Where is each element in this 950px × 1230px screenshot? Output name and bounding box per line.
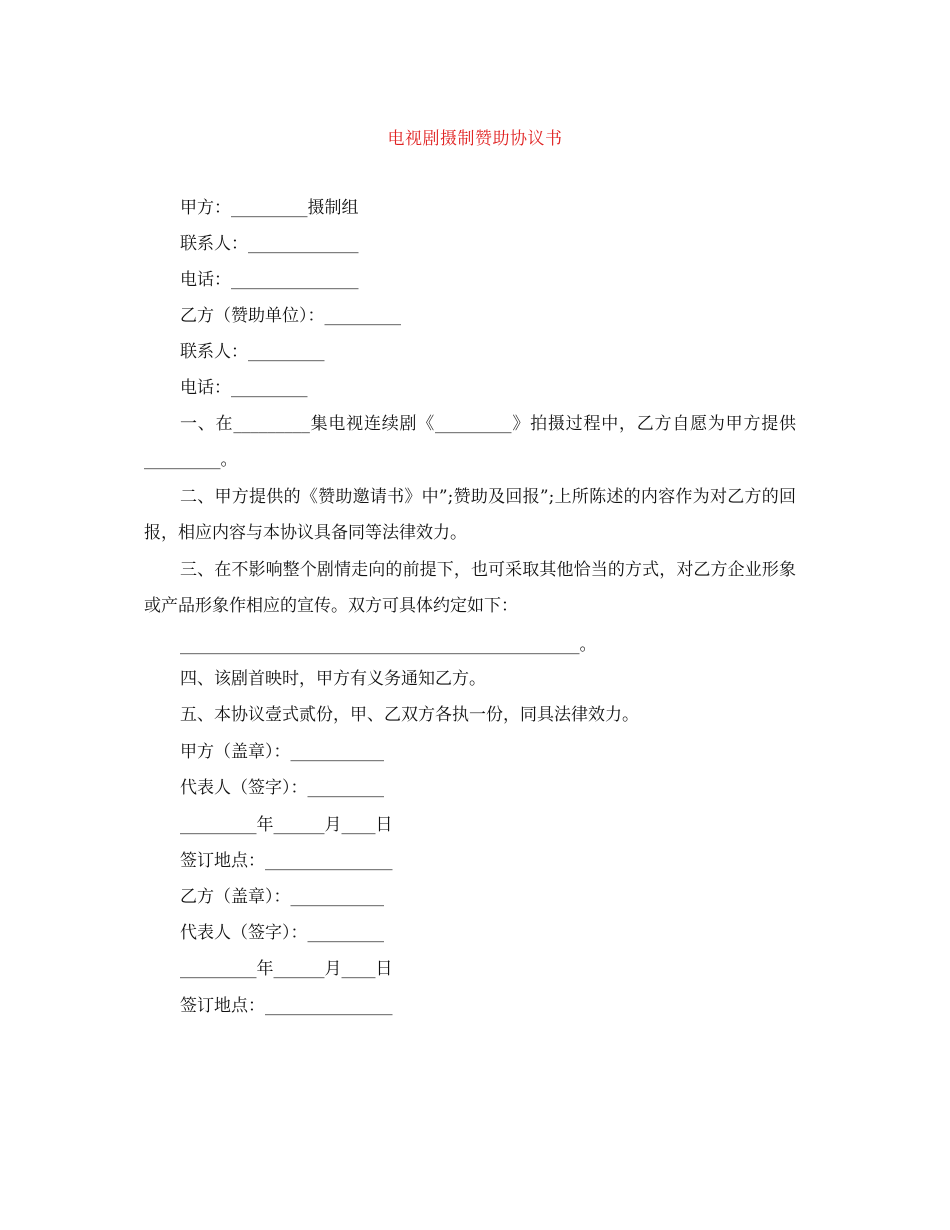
clause-3-blank-line: _______________________________________________。: [180, 635, 597, 655]
party-a-date-line: _________年______月____日: [180, 815, 393, 835]
clause-5: 五、本协议壹式贰份，甲、乙双方各执一份，同具法律效力。: [180, 705, 639, 725]
party-b-representative-line: 代表人（签字）：_________: [180, 923, 384, 943]
document-title: 电视剧摄制赞助协议书: [387, 129, 563, 149]
party-b-seal-line: 乙方（盖章）：___________: [180, 887, 384, 907]
party-a-representative-line: 代表人（签字）：_________: [180, 778, 384, 798]
party-b-line: 乙方（赞助单位）：_________: [180, 306, 401, 326]
party-a-phone-line: 电话：_______________: [180, 270, 359, 290]
clause-4: 四、该剧首映时，甲方有义务通知乙方。: [180, 669, 486, 689]
clause-1: 一、在_________集电视连续剧《_________》拍摄过程中，乙方自愿为甲方提供_________。: [144, 414, 796, 470]
party-b-date-line: _________年______月____日: [180, 959, 393, 979]
party-a-seal-line: 甲方（盖章）：___________: [180, 742, 384, 762]
clause-3: 三、在不影响整个剧情走向的前提下，也可采取其他恰当的方式，对乙方企业形象或产品形象作相应的宣传。双方可具体约定如下：: [144, 560, 796, 616]
party-b-contact-line: 联系人：_________: [180, 342, 325, 362]
party-b-place-line: 签订地点：_______________: [180, 996, 393, 1016]
party-a-line: 甲方：_________摄制组: [180, 198, 359, 218]
party-b-phone-line: 电话：_________: [180, 378, 308, 398]
clause-2: 二、甲方提供的《赞助邀请书》中”;赞助及回报”;上所陈述的内容作为对乙方的回报，相应内容与本协议具备同等法律效力。: [144, 487, 796, 543]
party-a-contact-line: 联系人：_____________: [180, 234, 359, 254]
party-a-place-line: 签订地点：_______________: [180, 851, 393, 871]
